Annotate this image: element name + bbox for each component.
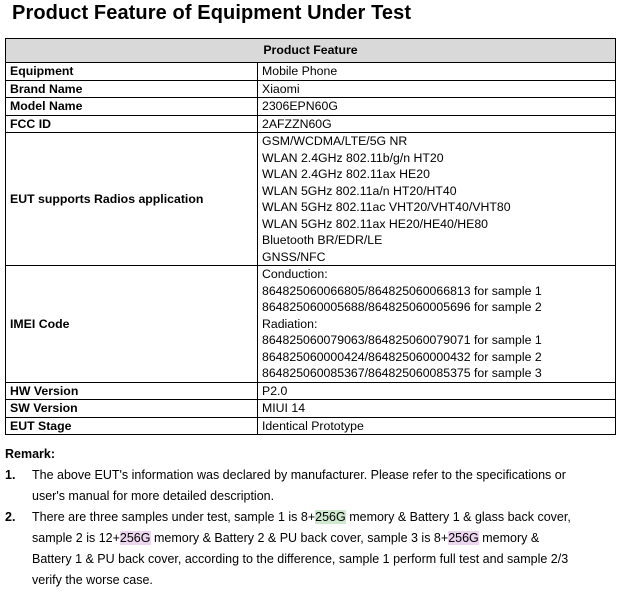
remark-fragment: memory &: [478, 531, 540, 545]
remark-item-2: [5, 507, 617, 591]
row-label: Brand Name: [6, 80, 258, 98]
table-header: Product Feature: [6, 39, 616, 63]
remark-text: [32, 465, 617, 507]
row-label: FCC ID: [6, 115, 258, 133]
highlight-256g: 256G: [448, 531, 479, 545]
remark-fragment: There are three samples under test, sample 1 is 8+: [32, 510, 316, 524]
row-label: SW Version: [6, 400, 258, 418]
table-row: [6, 63, 616, 81]
row-label: EUT supports Radios application: [6, 133, 258, 266]
table-row: [6, 266, 616, 383]
table-row: [6, 400, 616, 418]
remark-line: Battery 1 & PU back cover, according to the difference, sample 1 perform full test and sample 2/3: [32, 552, 569, 566]
row-value: Xiaomi: [258, 80, 616, 98]
radios-list: [258, 133, 616, 266]
radio-line: WLAN 5GHz 802.11a/n HT20/HT40: [262, 183, 457, 198]
table-row: [6, 115, 616, 133]
row-label: IMEI Code: [6, 266, 258, 383]
imei-line: Radiation:: [262, 316, 318, 331]
row-value: Identical Prototype: [258, 417, 616, 435]
imei-list: [258, 266, 616, 383]
radio-line: Bluetooth BR/EDR/LE: [262, 233, 383, 247]
remark-line: The above EUT's information was declared by manufacturer. Please refer to the specifications or: [32, 468, 566, 482]
imei-line: 864825060066805/864825060066813 for sample 1: [262, 283, 542, 298]
radio-line: WLAN 5GHz 802.11ac VHT20/VHT40/VHT80: [262, 200, 511, 214]
row-label: EUT Stage: [6, 417, 258, 435]
highlight-256g: 256G: [315, 510, 346, 524]
row-label: Model Name: [6, 98, 258, 116]
radio-line: GNSS/NFC: [262, 249, 326, 264]
remark-number: 1.: [5, 468, 16, 482]
remark-line: [32, 528, 617, 549]
table-row: [6, 417, 616, 435]
remark-line: verify the worse case.: [32, 573, 153, 587]
remark-line: user's manual for more detailed description.: [32, 489, 275, 503]
row-value: Mobile Phone: [258, 63, 616, 81]
imei-line: 864825060005688/864825060005696 for sample 2: [262, 300, 542, 314]
imei-line: 864825060000424/864825060000432 for sample 2: [262, 349, 542, 364]
remark-number: 2.: [5, 510, 16, 524]
table-header-row: [6, 39, 616, 63]
row-value: 2306EPN60G: [258, 98, 616, 116]
row-value: MIUI 14: [258, 400, 616, 418]
radio-line: GSM/WCDMA/LTE/5G NR: [262, 134, 408, 148]
table-row: [6, 98, 616, 116]
radio-line: WLAN 5GHz 802.11ax HE20/HE40/HE80: [262, 216, 489, 231]
row-value: 2AFZZN60G: [258, 115, 616, 133]
table-row: [6, 382, 616, 400]
product-feature-table: [5, 38, 616, 435]
remark-fragment: memory & Battery 1 & glass back cover,: [345, 510, 571, 524]
imei-line: 864825060079063/864825060079071 for sample 1: [262, 333, 542, 347]
remark-item-1: [5, 465, 617, 507]
remark-title: Remark:: [5, 447, 56, 461]
table-row: [6, 133, 616, 266]
imei-line: 864825060085367/864825060085375 for sample 3: [262, 366, 542, 380]
radio-line: WLAN 2.4GHz 802.11b/g/n HT20: [262, 150, 444, 165]
row-label: Equipment: [6, 63, 258, 81]
imei-line: Conduction:: [262, 267, 328, 281]
row-label: HW Version: [6, 382, 258, 400]
remark-line: [32, 507, 617, 528]
highlight-256g: 256G: [119, 531, 151, 545]
remark-fragment: sample 2 is 12+: [32, 531, 120, 545]
radio-line: WLAN 2.4GHz 802.11ax HE20: [262, 167, 430, 181]
page-title: Product Feature of Equipment Under Test: [12, 2, 412, 24]
table-row: [6, 80, 616, 98]
remark-fragment: memory & Battery 2 & PU back cover, sample 3 is 8+: [150, 531, 449, 545]
row-value: P2.0: [258, 382, 616, 400]
remark-text: [32, 507, 617, 591]
